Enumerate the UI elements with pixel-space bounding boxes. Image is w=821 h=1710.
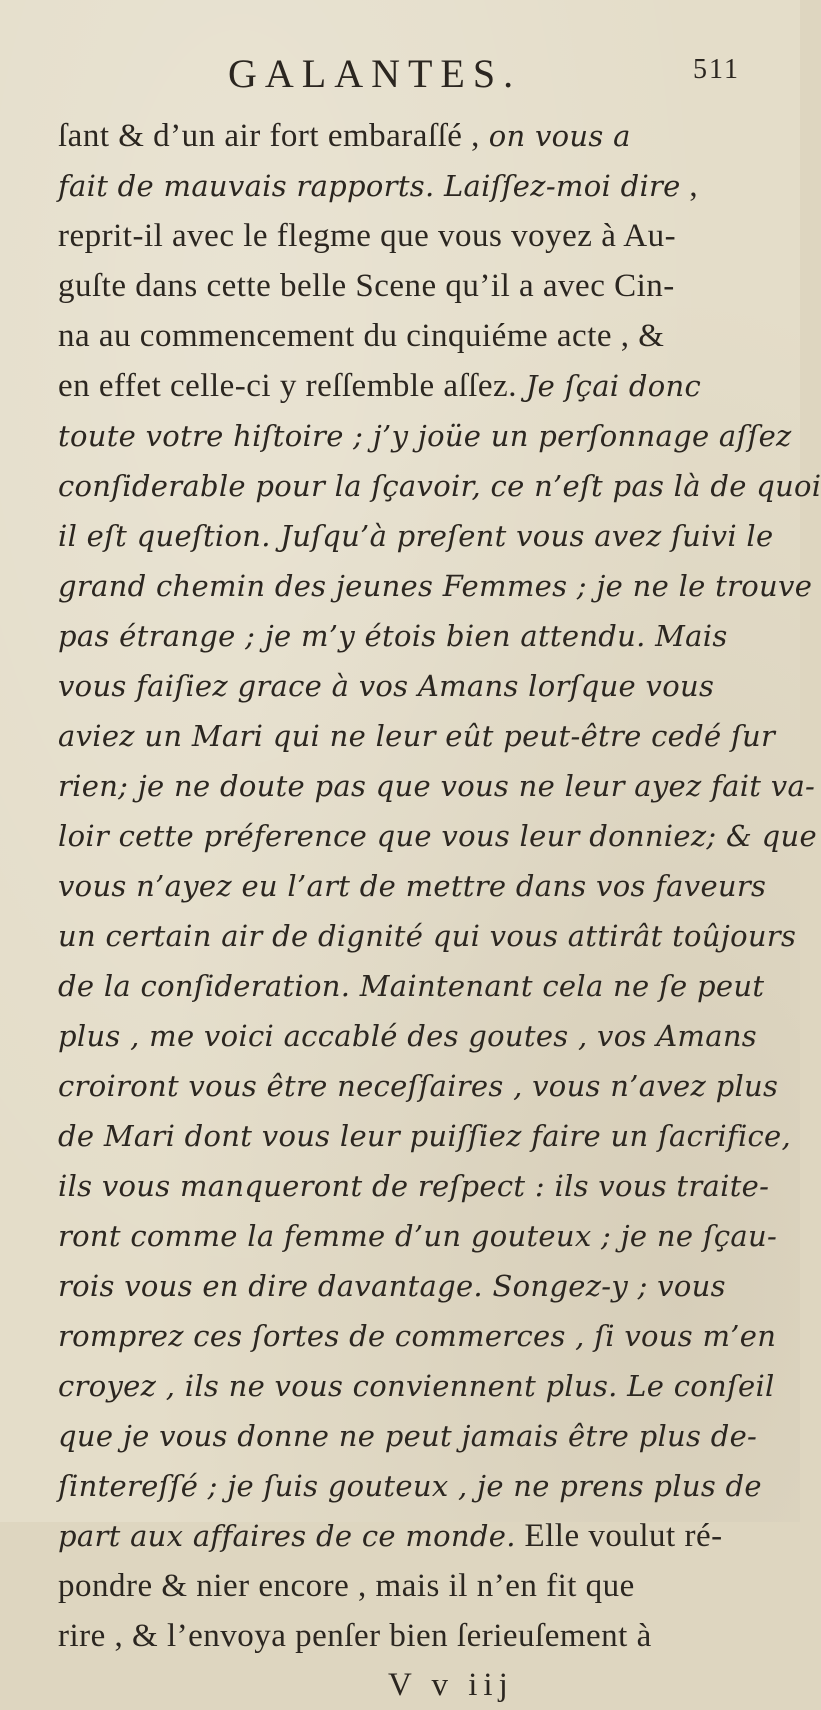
roman-text: guſte dans cette belle Scene qu’il a avec Cin- <box>58 268 675 304</box>
text-line <box>58 1110 792 1160</box>
roman-text: rire , & l’envoya penſer bien ſerieuſement à <box>58 1618 652 1654</box>
italic-text: ſintereſſé ; je ſuis gouteux , je ne prens plus de <box>58 1469 762 1503</box>
text-line <box>58 560 813 610</box>
text-line <box>58 1610 742 1660</box>
text-line <box>58 660 742 710</box>
text-line <box>58 310 742 360</box>
text-line <box>58 1410 758 1460</box>
italic-text: un certain air de dignité qui vous attirât toûjours <box>58 919 797 953</box>
page-number: 511 <box>693 54 740 85</box>
text-line <box>58 110 742 160</box>
text-line <box>58 410 792 460</box>
running-title: GALANTES. <box>228 51 522 96</box>
roman-text: en effet celle-ci y reſſemble aſſez. <box>58 368 526 404</box>
italic-text: pas étrange ; je m’y étois bien attendu. Mais <box>58 619 728 653</box>
italic-text: rien; je ne doute pas que vous ne leur ayez fait va- <box>58 769 816 803</box>
italic-text: ils vous manqueront de reſpect : ils vous traite- <box>58 1169 770 1203</box>
italic-text: plus , me voici accablé des goutes , vos Amans <box>58 1019 757 1053</box>
italic-text: Je ſçai donc <box>525 369 702 403</box>
text-line <box>58 760 816 810</box>
italic-text: de la conſideration. Maintenant cela ne ſe peut <box>58 969 765 1003</box>
roman-text: pondre & nier encore , mais il n’en fit que <box>58 1568 635 1604</box>
text-line <box>58 910 797 960</box>
text-line <box>58 1260 742 1310</box>
roman-text: ſant & d’un air fort embaraſſé , <box>58 118 489 154</box>
text-line <box>58 510 774 560</box>
roman-text: Elle voulut ré- <box>515 1518 723 1554</box>
italic-text: aviez un Mari qui ne leur eût peut-être cedé ſur <box>58 719 776 753</box>
text-line <box>58 210 742 260</box>
text-line <box>58 810 817 860</box>
text-line <box>58 360 742 410</box>
italic-text: croiront vous être neceſſaires , vous n’avez plus <box>58 1069 779 1103</box>
italic-text: que je vous donne ne peut jamais être plus de- <box>58 1419 758 1453</box>
italic-text: vous faiſiez grace à vos Amans lorſque vous <box>58 669 715 703</box>
text-line <box>58 1310 777 1360</box>
text-line <box>58 460 821 510</box>
roman-text: na au commencement du cinquiéme acte , & <box>58 318 665 354</box>
text-line <box>58 260 742 310</box>
text-line <box>58 1510 742 1560</box>
italic-text: croyez , ils ne vous conviennent plus. Le conſeil <box>58 1369 775 1403</box>
text-line <box>58 1360 775 1410</box>
italic-text: toute votre hiſtoire ; j’y joüe un perſonnage aſſez <box>58 419 792 453</box>
body-text <box>58 110 821 1660</box>
italic-text: part aux affaires de ce monde. <box>58 1519 516 1553</box>
text-line <box>58 1060 779 1110</box>
page-header <box>58 50 742 102</box>
signature-line <box>58 1660 742 1710</box>
text-line <box>58 610 742 660</box>
roman-text: , <box>680 168 699 204</box>
italic-text: rois vous en dire davantage. Songez-y ; vous <box>58 1269 726 1303</box>
italic-text: romprez ces ſortes de commerces , ſi vous m’en <box>58 1319 777 1353</box>
italic-text: loir cette préference que vous leur donniez; & que <box>58 819 817 853</box>
roman-text: reprit-il avec le flegme que vous voyez à Au- <box>58 218 677 254</box>
text-line <box>58 1460 762 1510</box>
text-line <box>58 1160 770 1210</box>
italic-text: il eſt queſtion. Juſqu’à preſent vous avez ſuivi le <box>58 519 774 553</box>
italic-text: vous n’ayez eu l’art de mettre dans vos faveurs <box>58 869 767 903</box>
text-line <box>58 710 776 760</box>
text-line <box>58 860 767 910</box>
signature-mark: V v iij <box>388 1667 514 1703</box>
text-line <box>58 1010 757 1060</box>
text-line <box>58 960 765 1010</box>
italic-text: ront comme la femme d’un gouteux ; je ne ſçau- <box>58 1219 778 1253</box>
text-line <box>58 160 742 210</box>
text-line <box>58 1560 742 1610</box>
italic-text: fait de mauvais rapports. Laiſſez-moi dire <box>58 169 681 203</box>
italic-text: conſiderable pour la ſçavoir, ce n’eſt pas là de quoi <box>58 469 821 503</box>
text-line <box>58 1210 778 1260</box>
italic-text: grand chemin des jeunes Femmes ; je ne le trouve <box>58 569 813 603</box>
italic-text: on vous a <box>488 119 631 153</box>
italic-text: de Mari dont vous leur puiſſiez faire un ſacrifice, <box>58 1119 792 1153</box>
